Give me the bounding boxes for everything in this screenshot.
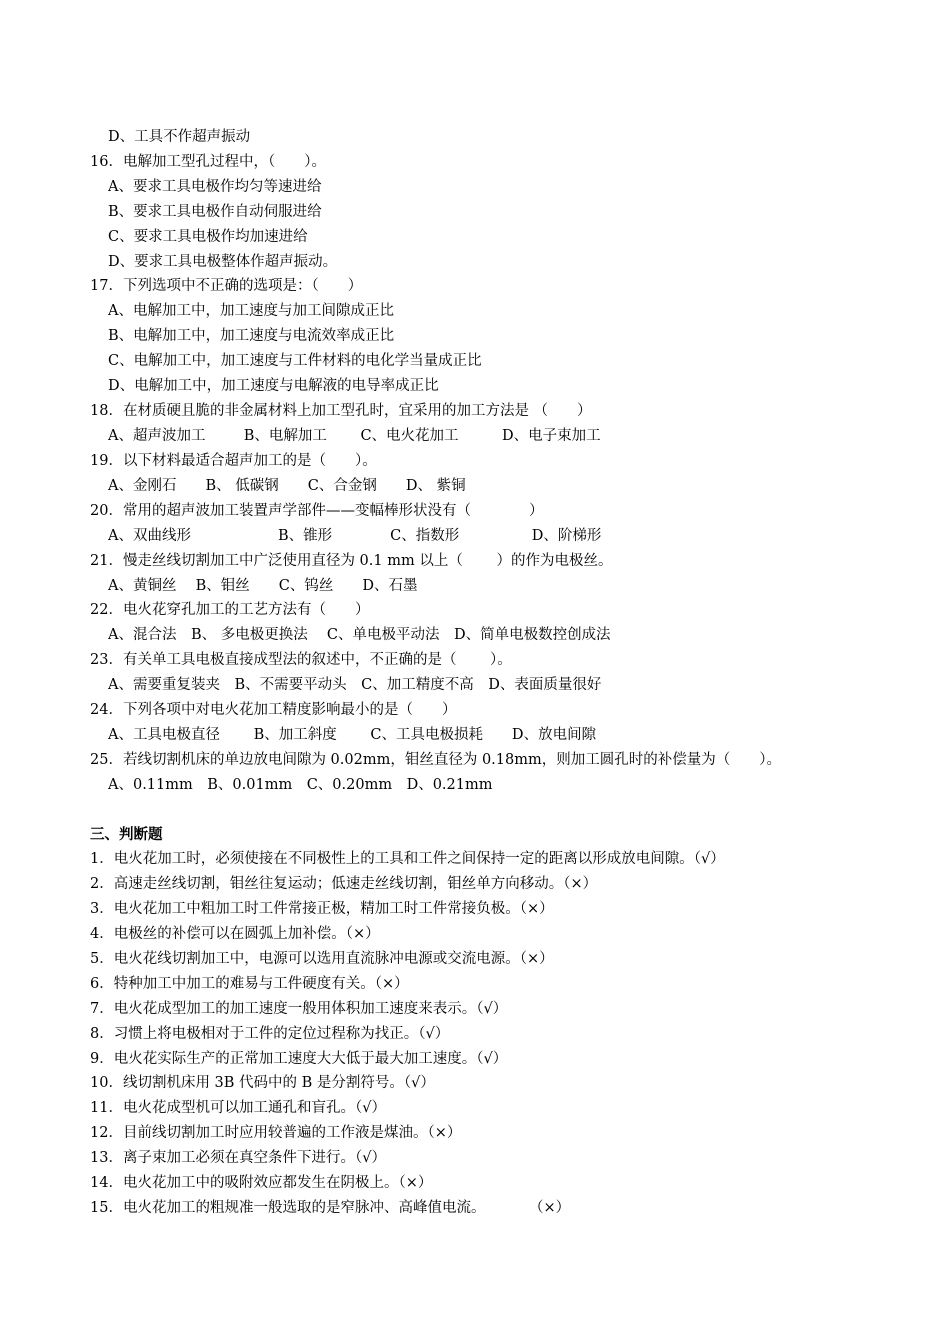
text-line: C、要求工具电极作均加速进给 [108, 229, 308, 245]
text-line: 19．以下材料最适合超声加工的是（ ）。 [90, 453, 377, 469]
text-line: A、双曲线形 B、锥形 C、指数形 D、阶梯形 [108, 528, 602, 544]
text-line: 5．电火花线切割加工中，电源可以选用直流脉冲电源或交流电源。（×） [90, 951, 554, 967]
text-line: A、0.11mm B、0.01mm C、0.20mm D、0.21mm [108, 777, 493, 793]
text-line: 16．电解加工型孔过程中，（ ）。 [90, 154, 326, 170]
text-line: 15．电火花加工的粗规准一般选取的是窄脉冲、高峰值电流。 （×） [90, 1200, 571, 1216]
text-line: 9．电火花实际生产的正常加工速度大大低于最大加工速度。（√） [90, 1051, 508, 1067]
text-line: 3．电火花加工中粗加工时工件常接正极，精加工时工件常接负极。（×） [90, 901, 554, 917]
text-line: B、电解加工中，加工速度与电流效率成正比 [108, 328, 395, 344]
text-line: 24．下列各项中对电火花加工精度影响最小的是（ ） [90, 702, 457, 718]
text-line: A、金刚石 B、 低碳钢 C、合金钢 D、 紫铜 [108, 478, 466, 494]
text-line: 6．特种加工中加工的难易与工件硬度有关。（×） [90, 976, 409, 992]
text-line: 2．高速走丝线切割，钼丝往复运动；低速走丝线切割，钼丝单方向移动。（×） [90, 876, 598, 892]
text-line: 14．电火花加工中的吸附效应都发生在阴极上。（×） [90, 1175, 433, 1191]
text-line: A、需要重复装夹 B、不需要平动头 C、加工精度不高 D、表面质量很好 [108, 677, 602, 693]
text-line: A、要求工具电极作均匀等速进给 [108, 179, 322, 195]
text-line: A、混合法 B、 多电极更换法 C、单电极平动法 D、简单电极数控创成法 [108, 627, 611, 643]
section-heading: 三、判断题 [90, 826, 163, 843]
text-line: 13．离子束加工必须在真空条件下进行。（√） [90, 1150, 386, 1166]
text-line: 22．电火花穿孔加工的工艺方法有（ ） [90, 602, 370, 618]
text-line: 17．下列选项中不正确的选项是：（ ） [90, 278, 363, 294]
text-line: D、工具不作超声振动 [108, 129, 251, 145]
text-line: A、黄铜丝 B、钼丝 C、钨丝 D、石墨 [108, 578, 418, 594]
text-line: B、要求工具电极作自动伺服进给 [108, 204, 322, 220]
text-line: 1．电火花加工时，必须使接在不同极性上的工具和工件之间保持一定的距离以形成放电间隙。（√） [90, 851, 725, 867]
text-line: 20．常用的超声波加工装置声学部件——变幅棒形状没有（ ） [90, 503, 544, 519]
text-line: A、工具电极直径 B、加工斜度 C、工具电极损耗 D、放电间隙 [108, 727, 597, 743]
text-line: 10．线切割机床用 3B 代码中的 B 是分割符号。（√） [90, 1075, 435, 1091]
text-line: A、超声波加工 B、电解加工 C、电火花加工 D、电子束加工 [108, 428, 601, 444]
text-line: 25．若线切割机床的单边放电间隙为 0.02mm，钼丝直径为 0.18mm，则加工圆孔时的补偿量为（ ）。 [90, 752, 781, 768]
text-line: A、电解加工中，加工速度与加工间隙成正比 [108, 303, 394, 319]
text-line: 21．慢走丝线切割加工中广泛使用直径为 0.1 mm 以上（ ）的作为电极丝。 [90, 553, 613, 569]
text-line: 8．习惯上将电极相对于工件的定位过程称为找正。（√） [90, 1026, 450, 1042]
text-line: 7．电火花成型加工的加工速度一般用体积加工速度来表示。（√） [90, 1001, 508, 1017]
text-line: D、要求工具电极整体作超声振动。 [108, 254, 338, 270]
text-line: D、电解加工中，加工速度与电解液的电导率成正比 [108, 378, 439, 394]
text-line: C、电解加工中，加工速度与工件材料的电化学当量成正比 [108, 353, 482, 369]
text-line: 11．电火花成型机可以加工通孔和盲孔。（√） [90, 1100, 386, 1116]
text-line: 12．目前线切割加工时应用较普遍的工作液是煤油。（×） [90, 1125, 462, 1141]
text-line: 18．在材质硬且脆的非金属材料上加工型孔时，宜采用的加工方法是 （ ） [90, 403, 592, 419]
text-line: 4．电极丝的补偿可以在圆弧上加补偿。（×） [90, 926, 380, 942]
text-line: 23．有关单工具电极直接成型法的叙述中，不正确的是（ ）。 [90, 652, 512, 668]
